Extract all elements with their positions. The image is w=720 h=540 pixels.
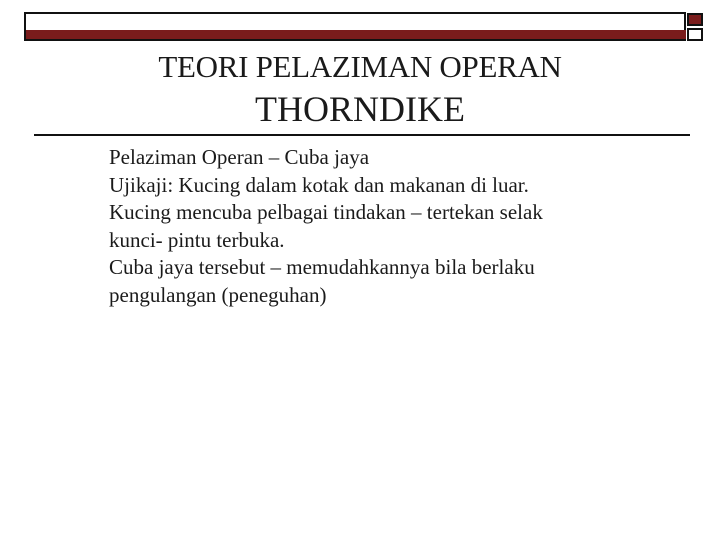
slide-title-line-2: THORNDIKE (255, 89, 465, 129)
slide-title-line-1: TEORI PELAZIMAN OPERAN (158, 49, 562, 84)
body-line: Pelaziman Operan – Cuba jaya (109, 145, 370, 169)
body-line: pengulangan (peneguhan) (109, 282, 327, 307)
body-line: Ujikaji: Kucing dalam kotak dan makanan di luar. (109, 172, 529, 197)
body-line: Kucing mencuba pelbagai tindakan – tertekan selak (109, 200, 543, 224)
top-accent-stripe (24, 30, 686, 41)
body-line: kunci- pintu terbuka. (109, 227, 285, 252)
slide-body (109, 144, 699, 309)
corner-square-outline (687, 28, 703, 41)
title-divider (34, 134, 690, 136)
corner-square-filled (687, 13, 703, 26)
body-line: Cuba jaya tersebut – memudahkannya bila berlaku (109, 255, 535, 279)
